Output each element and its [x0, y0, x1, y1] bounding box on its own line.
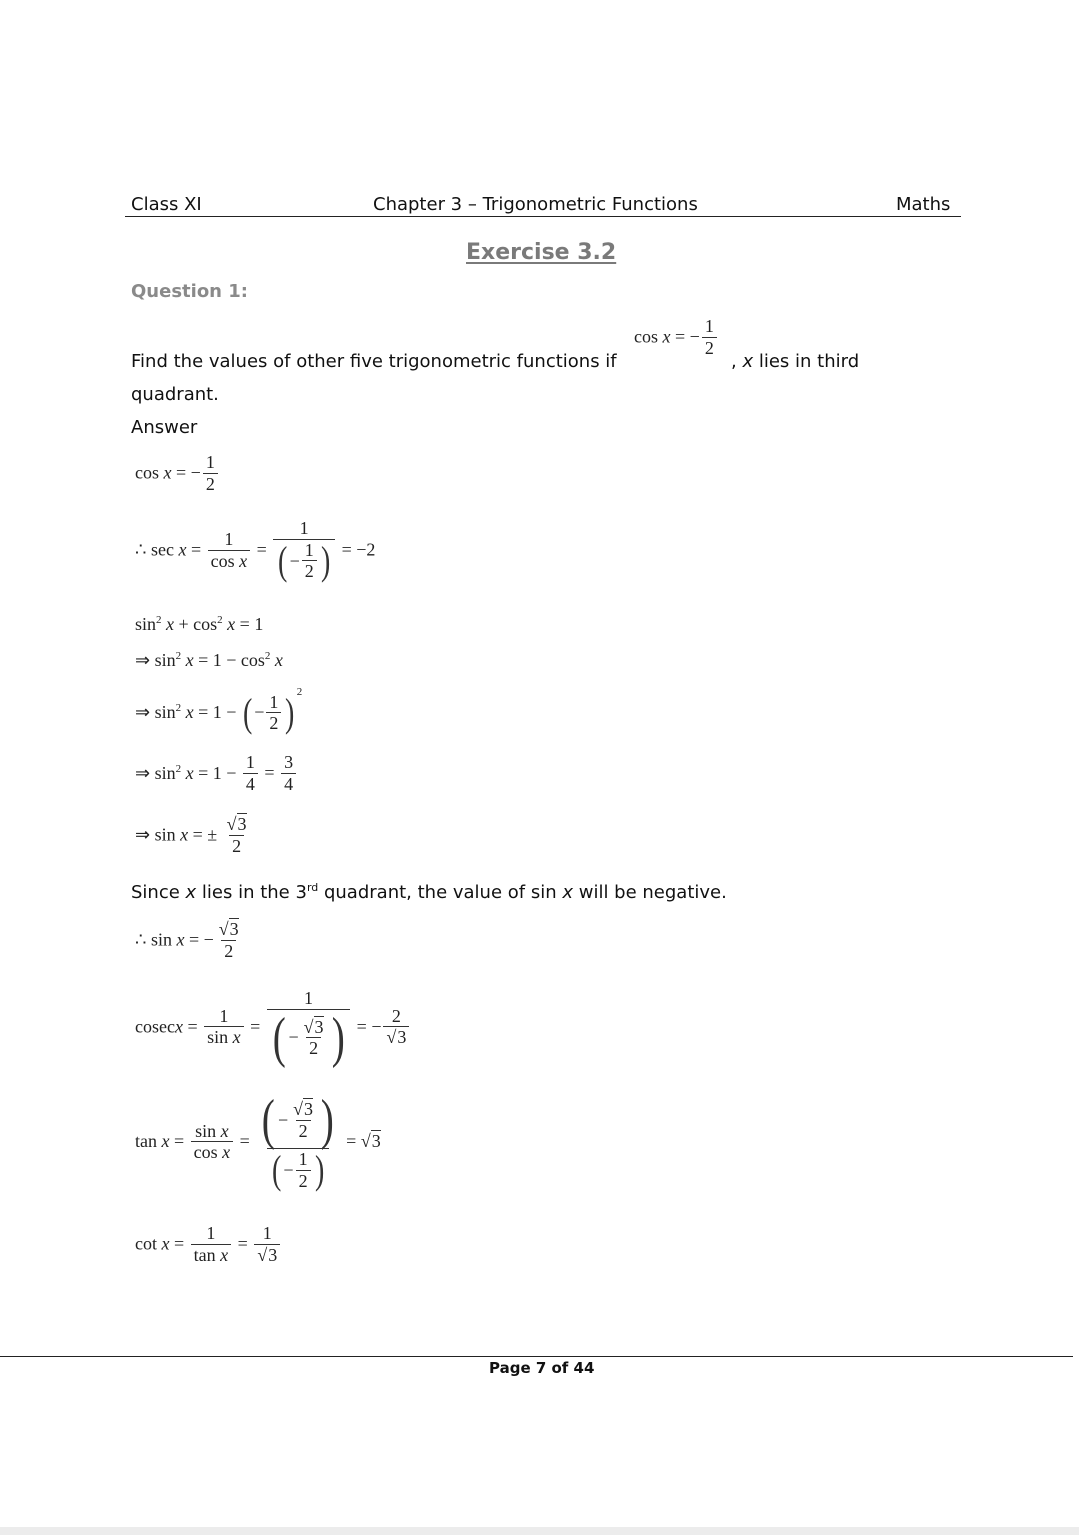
eq-cos: cos x = − $\frac{1}{2}$	[135, 452, 220, 494]
eq-sec: ∴ sec x = $\frac{1}{\text{cos x}}$ = 1 ( − $\frac{1}{2}$ ) = −2	[135, 518, 376, 583]
header-chapter: Chapter 3 – Trigonometric Functions	[373, 194, 698, 215]
eq-sin-neg: ∴ sin x = − $\frac{√3}{2}$	[135, 919, 239, 961]
footer-rule	[0, 1356, 1073, 1357]
question-math: cos x = − $\frac{1}{2}$	[634, 316, 719, 358]
header-rule	[125, 216, 961, 217]
question-text-after: , x lies in third	[731, 351, 860, 372]
eq-tan: tan x = $\frac{\text{sin x}}{\text{cos x}}$ = ( − $\frac{√3}{2}$ ) ( − $\frac{1}{2}$ ) = √3	[135, 1089, 381, 1193]
exercise-title: Exercise 3.2	[466, 240, 617, 265]
header-class: Class XI	[131, 194, 202, 215]
eq-sin2-1: ⇒ $\sin^2 x = 1 - \cos^2 x$	[135, 650, 283, 670]
eq-cot: cot x = $\frac{1}{\text{tan x}}$ = $\frac{1}{√3}$	[135, 1223, 282, 1265]
eq-sin-pm: ⇒ sin x = ± $\frac{√3}{2}$	[135, 814, 247, 856]
eq-cosec: cosecx = $\frac{1}{\text{sin x}}$ = 1 ( − $\frac{√3}{2}$ ) = − $\frac{2}{√3}$	[135, 988, 411, 1066]
eq-sin2-2: ⇒ $\sin^2 x = 1$ − ( − $\frac{1}{2}$ ) $^2$	[135, 686, 303, 735]
bottom-scroll-strip	[0, 1527, 1079, 1535]
page-number: Page 7 of 44	[489, 1359, 595, 1377]
question-text: Find the values of other five trigonometric functions if	[131, 351, 617, 372]
sentence-third-quadrant: Since x lies in the 3rd quadrant, the value of sin x will be negative.	[131, 881, 727, 903]
eq-sin2-3: ⇒ $\sin^2 x = 1$ − $\frac{1}{4}$ = $\frac{3}{4}$	[135, 752, 298, 794]
question-label: Question 1:	[131, 281, 248, 302]
question-text-line2: quadrant.	[131, 384, 219, 405]
answer-label: Answer	[131, 417, 198, 438]
eq-pythag: $\sin^2 x + \cos^2 x = 1$	[135, 614, 264, 634]
header-subject: Maths	[896, 194, 951, 215]
